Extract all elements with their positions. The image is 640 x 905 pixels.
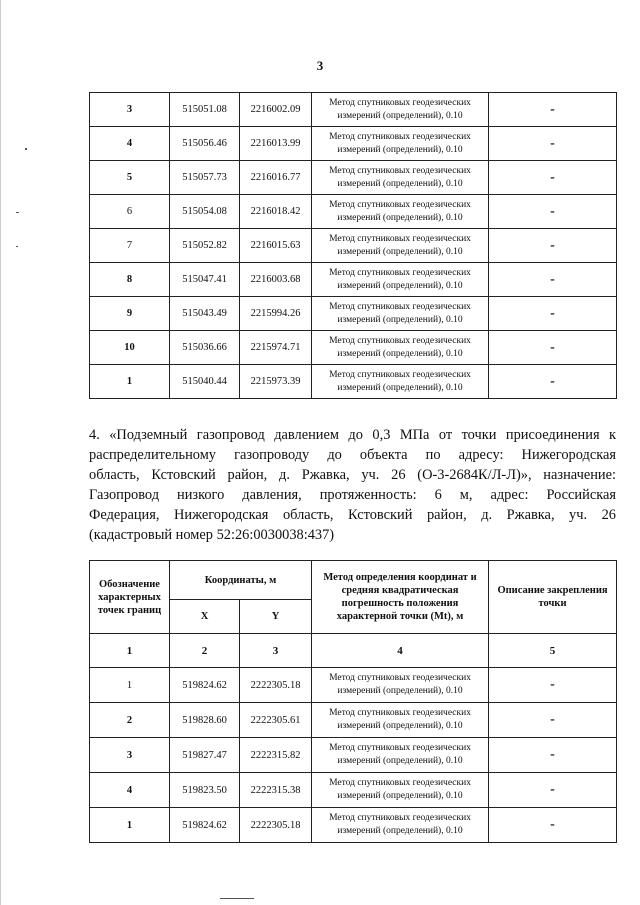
column-number: 3 <box>240 634 312 668</box>
point-number-cell: 1 <box>90 808 170 843</box>
description-cell: - <box>489 331 617 365</box>
table-row <box>90 703 617 738</box>
point-number-cell: 1 <box>90 365 170 399</box>
table-row <box>90 773 617 808</box>
method-cell: Метод спутниковых геодезических измерений (определений), 0.10 <box>312 127 489 161</box>
method-cell: Метод спутниковых геодезических измерений (определений), 0.10 <box>312 297 489 331</box>
paragraph-line: Федерация, Нижегородская область, Кстовский район, д. Ржавка, уч. 26 <box>89 507 616 523</box>
coordinate-x-cell: 515040.44 <box>170 365 240 399</box>
coordinate-x-cell: 519828.60 <box>170 703 240 738</box>
point-number-cell: 7 <box>90 229 170 263</box>
coordinate-y-cell: 2216016.77 <box>240 161 312 195</box>
method-cell: Метод спутниковых геодезических измерений (определений), 0.10 <box>312 773 489 808</box>
table-row <box>90 365 617 399</box>
coordinate-x-cell: 515047.41 <box>170 263 240 297</box>
description-cell: - <box>489 127 617 161</box>
point-number-cell: 1 <box>90 668 170 703</box>
coordinate-y-cell: 2222305.61 <box>240 703 312 738</box>
description-cell: - <box>489 161 617 195</box>
coordinate-y-cell: 2222305.18 <box>240 808 312 843</box>
description-cell: - <box>489 93 617 127</box>
paragraph-line: распределительному газопроводу до объекта по адресу: Нижегородская <box>89 447 616 463</box>
method-cell: Метод спутниковых геодезических измерений (определений), 0.10 <box>312 703 489 738</box>
table-row <box>90 195 617 229</box>
header-x: X <box>170 600 240 634</box>
coordinate-x-cell: 515056.46 <box>170 127 240 161</box>
header-method: Метод определения координат и средняя квадратическая погрешность положения характерной точки (Mt), м <box>312 561 489 634</box>
table-row <box>90 229 617 263</box>
paragraph-line: 4. «Подземный газопровод давлением до 0,3 МПа от точки присоединения к <box>89 427 616 443</box>
coordinate-x-cell: 519827.47 <box>170 738 240 773</box>
method-cell: Метод спутниковых геодезических измерений (определений), 0.10 <box>312 229 489 263</box>
point-number-cell: 3 <box>90 738 170 773</box>
table-row <box>90 738 617 773</box>
method-cell: Метод спутниковых геодезических измерений (определений), 0.10 <box>312 195 489 229</box>
description-cell: - <box>489 703 617 738</box>
table-row <box>90 127 617 161</box>
paragraph-line: область, Кстовский район, д. Ржавка, уч. 26 (О-3-2684К/Л-Л)», назначение: <box>89 467 616 483</box>
coordinate-x-cell: 519823.50 <box>170 773 240 808</box>
method-cell: Метод спутниковых геодезических измерений (определений), 0.10 <box>312 263 489 297</box>
coordinate-y-cell: 2215974.71 <box>240 331 312 365</box>
coordinate-y-cell: 2216015.63 <box>240 229 312 263</box>
coordinate-y-cell: 2216013.99 <box>240 127 312 161</box>
header-y: Y <box>240 600 312 634</box>
scan-mark <box>220 898 254 899</box>
method-cell: Метод спутниковых геодезических измерений (определений), 0.10 <box>312 161 489 195</box>
coordinate-y-cell: 2222315.38 <box>240 773 312 808</box>
point-number-cell: 2 <box>90 703 170 738</box>
header-description: Описание закрепления точки <box>489 561 617 634</box>
coordinates-table-continued <box>89 92 617 399</box>
point-number-cell: 4 <box>90 773 170 808</box>
table-row <box>90 331 617 365</box>
page-number: 3 <box>316 58 324 73</box>
method-cell: Метод спутниковых геодезических измерений (определений), 0.10 <box>312 365 489 399</box>
column-number: 2 <box>170 634 240 668</box>
coordinate-y-cell: 2216002.09 <box>240 93 312 127</box>
coordinate-y-cell: 2222315.82 <box>240 738 312 773</box>
coordinate-x-cell: 515043.49 <box>170 297 240 331</box>
table-row <box>90 668 617 703</box>
method-cell: Метод спутниковых геодезических измерений (определений), 0.10 <box>312 93 489 127</box>
method-cell: Метод спутниковых геодезических измерений (определений), 0.10 <box>312 668 489 703</box>
table-row <box>90 297 617 331</box>
column-number: 1 <box>90 634 170 668</box>
description-cell: - <box>489 738 617 773</box>
coordinate-x-cell: 515057.73 <box>170 161 240 195</box>
coordinate-y-cell: 2216003.68 <box>240 263 312 297</box>
column-number: 4 <box>312 634 489 668</box>
point-number-cell: 10 <box>90 331 170 365</box>
description-cell: - <box>489 195 617 229</box>
coordinate-x-cell: 519824.62 <box>170 668 240 703</box>
coordinate-x-cell: 515052.82 <box>170 229 240 263</box>
coordinates-table <box>89 560 617 843</box>
scan-mark <box>16 212 19 213</box>
description-cell: - <box>489 297 617 331</box>
method-cell: Метод спутниковых геодезических измерений (определений), 0.10 <box>312 808 489 843</box>
table-row <box>90 263 617 297</box>
table-row <box>90 93 617 127</box>
description-cell: - <box>489 365 617 399</box>
description-cell: - <box>489 808 617 843</box>
object-description-paragraph <box>89 425 616 545</box>
point-number-cell: 3 <box>90 93 170 127</box>
coordinate-y-cell: 2222305.18 <box>240 668 312 703</box>
coordinate-y-cell: 2215994.26 <box>240 297 312 331</box>
header-coordinates: Координаты, м <box>170 561 312 600</box>
coordinate-x-cell: 515036.66 <box>170 331 240 365</box>
scan-edge <box>0 0 1 905</box>
scan-mark <box>25 148 27 150</box>
method-cell: Метод спутниковых геодезических измерений (определений), 0.10 <box>312 738 489 773</box>
description-cell: - <box>489 263 617 297</box>
coordinate-x-cell: 519824.62 <box>170 808 240 843</box>
point-number-cell: 5 <box>90 161 170 195</box>
column-number: 5 <box>489 634 617 668</box>
point-number-cell: 6 <box>90 195 170 229</box>
coordinate-y-cell: 2216018.42 <box>240 195 312 229</box>
coordinate-y-cell: 2215973.39 <box>240 365 312 399</box>
point-number-cell: 4 <box>90 127 170 161</box>
paragraph-line: Газопровод низкого давления, протяженность: 6 м, адрес: Российская <box>89 487 616 503</box>
scan-mark <box>16 246 18 247</box>
description-cell: - <box>489 773 617 808</box>
point-number-cell: 9 <box>90 297 170 331</box>
header-points: Обозначение характерных точек границ <box>90 561 170 634</box>
description-cell: - <box>489 668 617 703</box>
paragraph-line: (кадастровый номер 52:26:0030038:437) <box>89 527 335 543</box>
description-cell: - <box>489 229 617 263</box>
method-cell: Метод спутниковых геодезических измерений (определений), 0.10 <box>312 331 489 365</box>
coordinate-x-cell: 515054.08 <box>170 195 240 229</box>
table-row <box>90 808 617 843</box>
table-row <box>90 161 617 195</box>
coordinate-x-cell: 515051.08 <box>170 93 240 127</box>
point-number-cell: 8 <box>90 263 170 297</box>
